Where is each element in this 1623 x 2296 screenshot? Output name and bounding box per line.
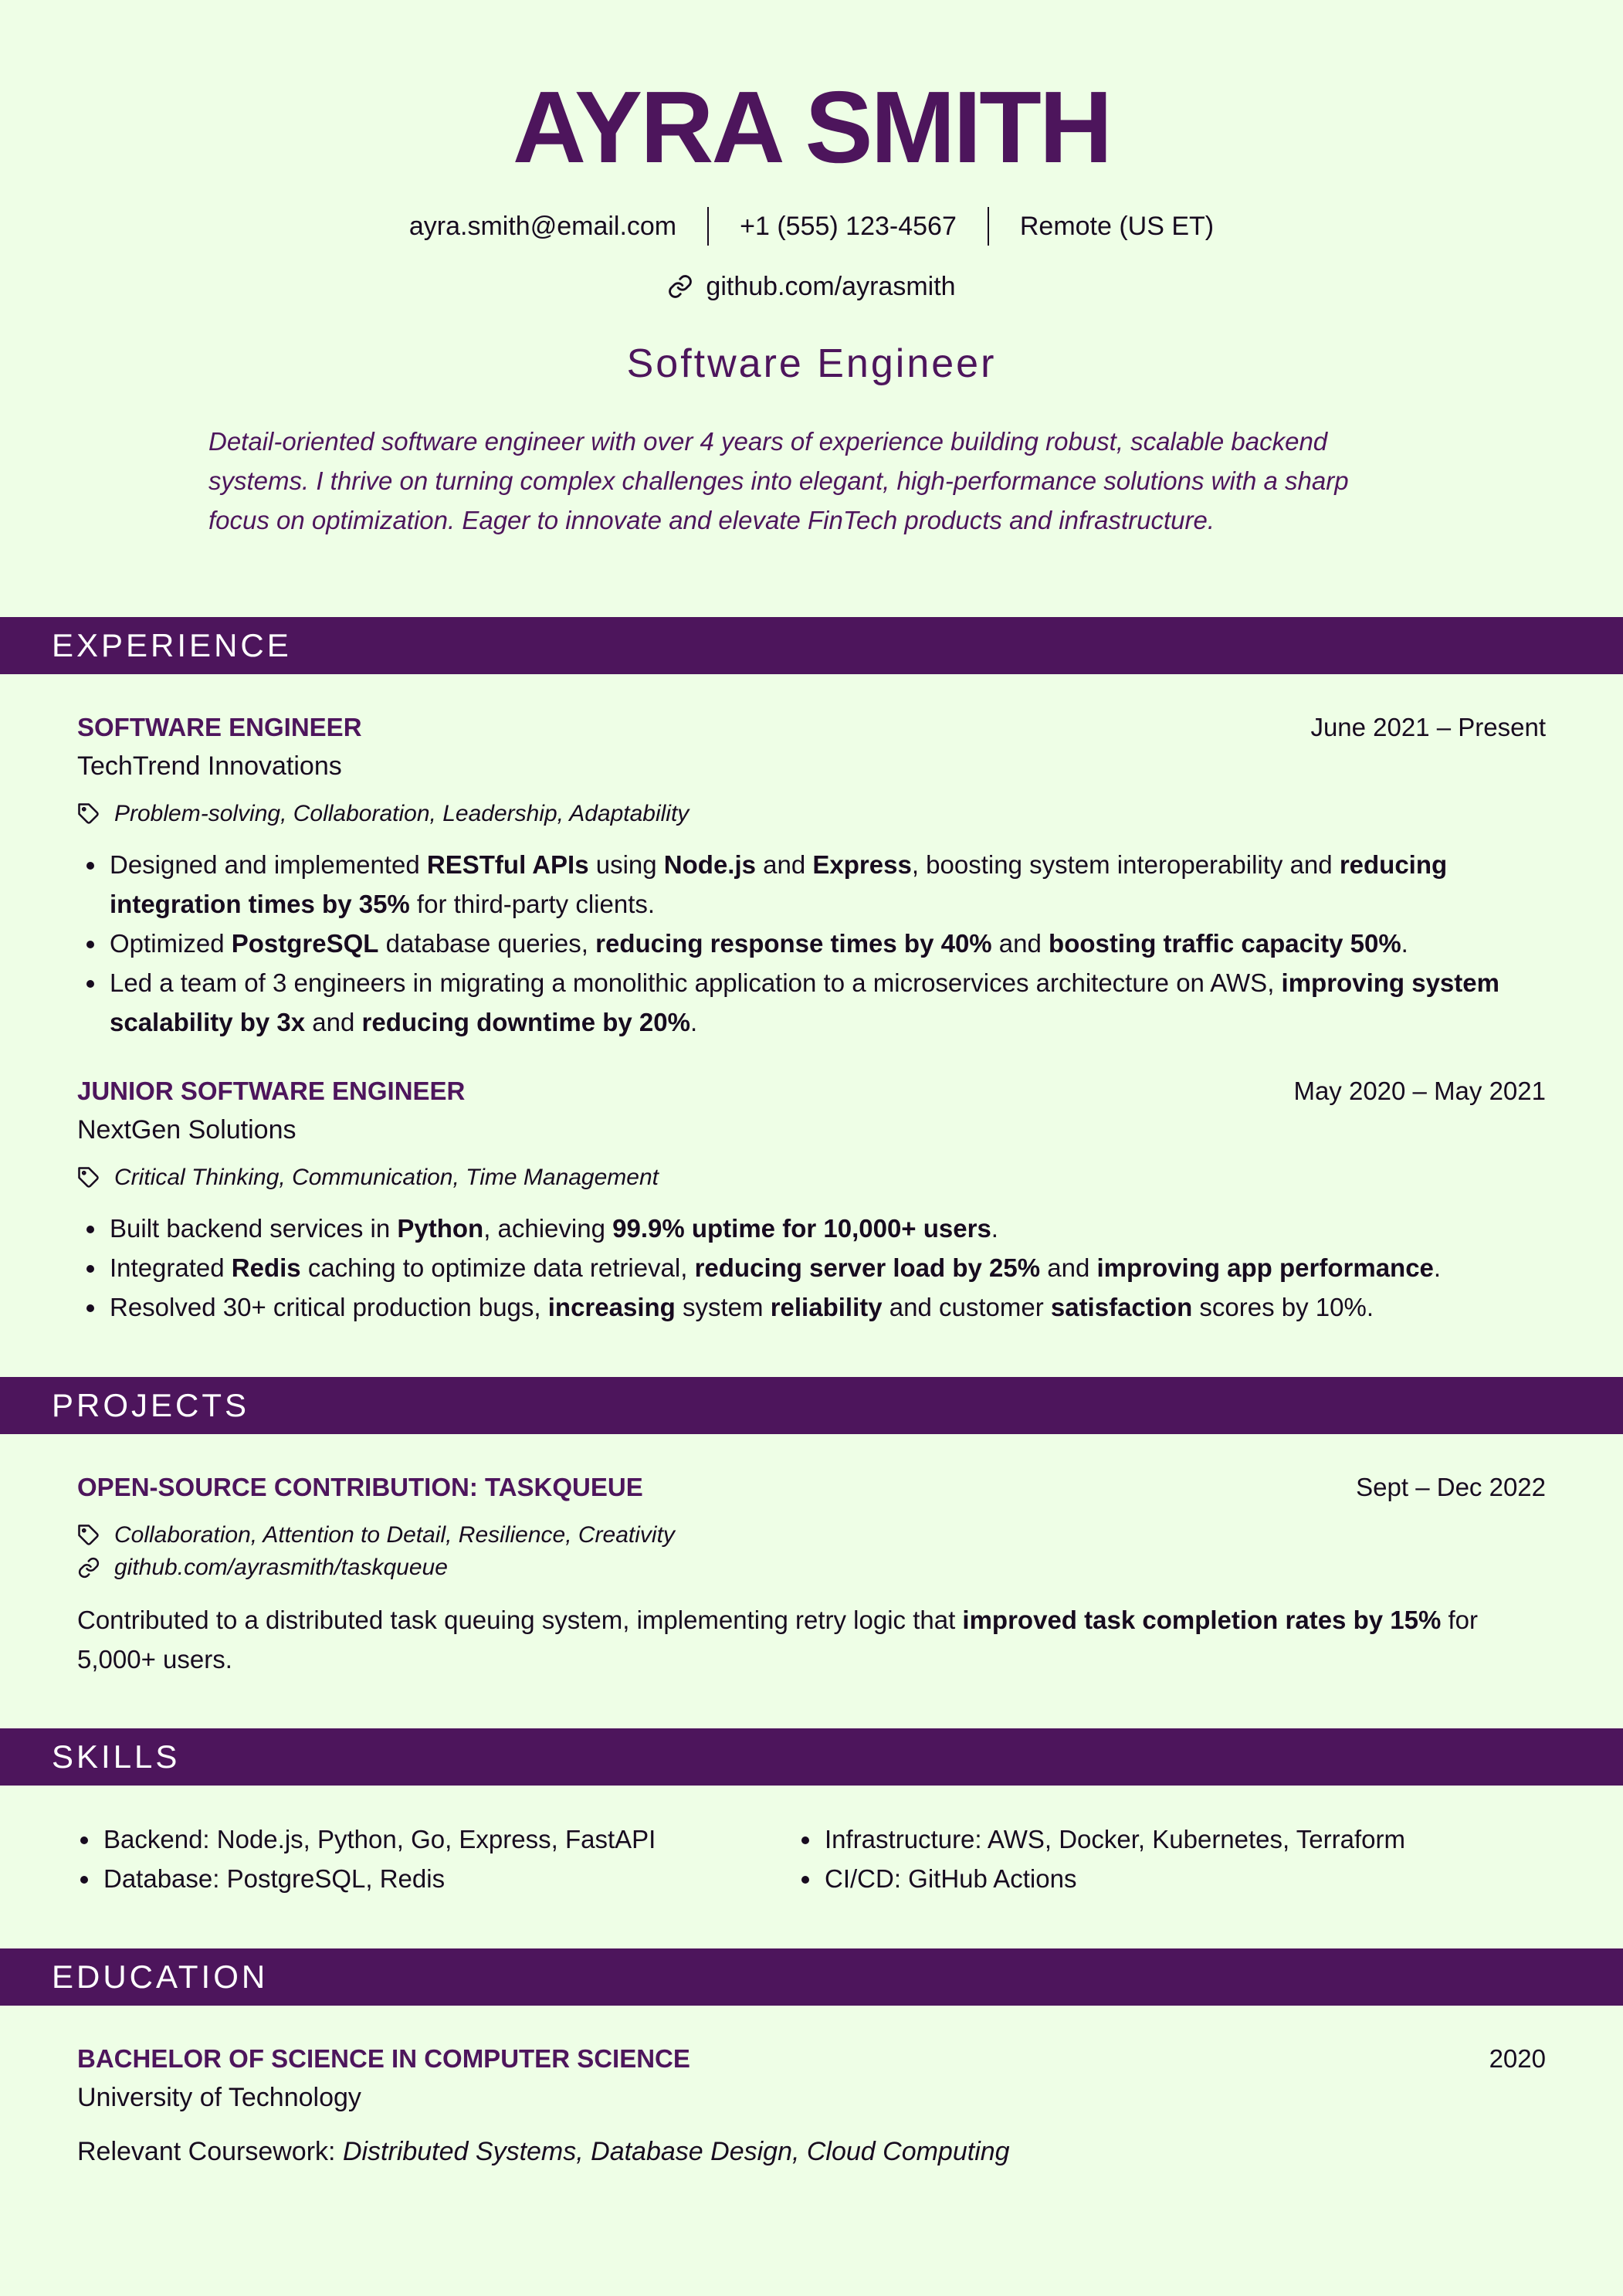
job-date: June 2021 – Present: [1310, 713, 1546, 741]
bullet-list: [77, 1209, 1584, 1327]
location-text: Remote (US ET): [1019, 211, 1215, 241]
bullet-item: Resolved 30+ critical production bugs, increasing system reliability and customer satisfaction scores by 10%.: [110, 1287, 1584, 1327]
skill-tags: [77, 1162, 659, 1193]
link-icon: [667, 273, 693, 300]
contact-divider: [988, 207, 989, 246]
graduation-year: 2020: [1489, 2044, 1546, 2073]
coursework-list: Distributed Systems, Database Design, Cloud Computing: [342, 2137, 1010, 2166]
summary-text: Detail-oriented software engineer with over 4 years of experience building robust, scalable backend systems. I thrive on turning complex challenges into elegant, high-performance solutions with a sharp focus on optimization. Eager to innovate and elevate FinTech products and infrastructure.: [208, 427, 1349, 534]
github-link[interactable]: github.com/ayrasmith: [706, 271, 956, 301]
company-name: TechTrend Innovations: [77, 751, 342, 781]
bullet-item: Optimized PostgreSQL database queries, reducing response times by 40% and boosting traffic capacity 50%.: [110, 924, 1584, 963]
skill-tags-text: Problem-solving, Collaboration, Leadership, Adaptability: [114, 801, 690, 826]
skill-tags-text: Collaboration, Attention to Detail, Resilience, Creativity: [114, 1522, 675, 1548]
project-link-row[interactable]: [77, 1552, 448, 1583]
skill-tags: [77, 1520, 675, 1551]
tag-icon: [77, 1166, 100, 1189]
job-date: May 2020 – May 2021: [1293, 1077, 1546, 1105]
section-header-experience: EXPERIENCE: [0, 617, 1623, 674]
school-name: University of Technology: [77, 2083, 361, 2112]
skill-tags: [77, 799, 689, 829]
contact-divider: [707, 207, 709, 246]
bullet-item: Led a team of 3 engineers in migrating a monolithic application to a microservices architecture on AWS, improving system scalability by 3x and reducing downtime by 20%.: [110, 963, 1584, 1042]
email-link[interactable]: ayra.smith@email.com: [408, 211, 677, 241]
skill-item: Infrastructure: AWS, Docker, Kubernetes, Terraform: [825, 1820, 1405, 1859]
link-icon: [77, 1556, 100, 1579]
role-title: Software Engineer: [626, 341, 997, 386]
skills-list-right: [798, 1820, 1405, 1898]
phone-text: +1 (555) 123-4567: [740, 211, 957, 241]
job-title: JUNIOR SOFTWARE ENGINEER: [77, 1077, 466, 1105]
section-header-projects: PROJECTS: [0, 1377, 1623, 1434]
github-row[interactable]: [0, 267, 1623, 306]
project-description: Contributed to a distributed task queuing system, implementing retry logic that improved task completion rates by 15% for 5,000+ users.: [77, 1606, 1478, 1674]
skill-item: Database: PostgreSQL, Redis: [103, 1859, 656, 1898]
bullet-item: Built backend services in Python, achieving 99.9% uptime for 10,000+ users.: [110, 1209, 1584, 1248]
skills-list-left: [77, 1820, 656, 1898]
skill-item: Backend: Node.js, Python, Go, Express, FastAPI: [103, 1820, 656, 1859]
project-title: OPEN-SOURCE CONTRIBUTION: TASKQUEUE: [77, 1473, 643, 1501]
coursework: [77, 2135, 1010, 2169]
project-link[interactable]: github.com/ayrasmith/taskqueue: [114, 1555, 448, 1580]
bullet-list: [77, 845, 1584, 1042]
project-date: Sept – Dec 2022: [1356, 1473, 1546, 1501]
skill-item: CI/CD: GitHub Actions: [825, 1859, 1405, 1898]
tag-icon: [77, 802, 100, 826]
company-name: NextGen Solutions: [77, 1115, 296, 1145]
job-title: SOFTWARE ENGINEER: [77, 713, 362, 741]
tag-icon: [77, 1524, 100, 1547]
section-header-skills: SKILLS: [0, 1728, 1623, 1786]
contact-row: [0, 205, 1623, 247]
bullet-item: Designed and implemented RESTful APIs using Node.js and Express, boosting system interoperability and reducing integration times by 35% for third-party clients.: [110, 845, 1584, 924]
degree-title: BACHELOR OF SCIENCE IN COMPUTER SCIENCE: [77, 2044, 690, 2073]
skill-tags-text: Critical Thinking, Communication, Time Management: [114, 1165, 659, 1190]
candidate-name: AYRA SMITH: [512, 70, 1111, 184]
section-header-education: EDUCATION: [0, 1948, 1623, 2006]
coursework-label: Relevant Coursework:: [77, 2137, 336, 2166]
bullet-item: Integrated Redis caching to optimize data retrieval, reducing server load by 25% and improving app performance.: [110, 1248, 1584, 1287]
